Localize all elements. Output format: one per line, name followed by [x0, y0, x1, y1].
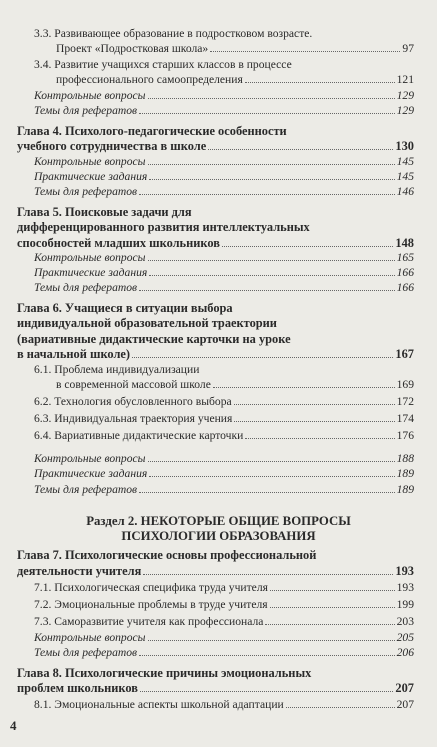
section-heading: Раздел 2. НЕКОТОРЫЕ ОБЩИЕ ВОПРОСЫ [86, 514, 351, 528]
chapter-entry [17, 681, 414, 695]
leader-dots [148, 164, 395, 165]
chapter-heading: Глава 8. Психологические причины эмоциональных [17, 666, 312, 680]
chapter-heading: индивидуальной образовательной траектории [17, 316, 277, 330]
toc-entry-title: Темы для рефератов [34, 646, 138, 659]
leader-dots [208, 149, 393, 150]
toc-entry-title: Контрольные вопросы [34, 631, 146, 644]
toc-page-number: 207 [396, 698, 414, 711]
chapter-heading: Глава 4. Психолого-педагогические особенности [17, 124, 287, 138]
toc-entry [34, 104, 414, 118]
leader-dots [148, 640, 395, 641]
toc-page-number: 172 [396, 395, 414, 408]
toc-page-number: 148 [395, 236, 414, 250]
toc-page-number: 206 [396, 646, 414, 659]
toc-page-number: 167 [395, 347, 414, 361]
toc-page-number: 203 [396, 615, 414, 628]
toc-entry-title: учебного сотрудничества в школе [17, 139, 207, 153]
leader-dots [286, 707, 395, 708]
leader-dots [139, 113, 395, 114]
toc-entry-title: Практические задания [34, 170, 148, 183]
leader-dots [245, 438, 394, 439]
leader-dots [143, 574, 393, 575]
leader-dots [265, 624, 394, 625]
leader-dots [234, 421, 394, 422]
toc-page-number: 146 [396, 185, 414, 198]
chapter-heading: дифференцированного развития интеллектуальных [17, 220, 310, 234]
toc-entry-title: проблем школьников [17, 681, 138, 695]
toc-entry [34, 631, 414, 645]
toc-entry-title: 6.4. Вариативные дидактические карточки [34, 429, 244, 442]
toc-page-number: 145 [396, 155, 414, 168]
toc-entry [56, 73, 414, 87]
leader-dots [148, 461, 395, 462]
chapter-entry [17, 236, 414, 250]
toc-entry-title: профессионального самоопределения [56, 73, 243, 86]
toc-entry-title: Контрольные вопросы [34, 452, 146, 465]
toc-entry [34, 483, 414, 497]
toc-page-number: 165 [396, 251, 414, 264]
toc-entry [34, 598, 414, 612]
leader-dots [149, 179, 394, 180]
toc-entry-title: 7.1. Психологическая специфика труда учителя [34, 581, 268, 594]
toc-entry-text: 3.3. Развивающее образование в подростковом возрасте. [34, 27, 313, 40]
toc-entry-text: 6.1. Проблема индивидуализации [34, 363, 200, 376]
leader-dots [139, 492, 395, 493]
toc-entry [34, 266, 414, 280]
leader-dots [148, 260, 395, 261]
toc-entry [34, 467, 414, 481]
leader-dots [270, 590, 395, 591]
toc-entry-title: способностей младших школьников [17, 236, 220, 250]
toc-page-number: 207 [395, 681, 414, 695]
leader-dots [132, 357, 393, 358]
leader-dots [234, 404, 395, 405]
toc-page-number: 176 [396, 429, 414, 442]
toc-entry-title: Темы для рефератов [34, 104, 138, 117]
toc-entry-title: Темы для рефератов [34, 281, 138, 294]
toc-page-number: 121 [396, 73, 414, 86]
toc-entry-title: 7.2. Эмоциональные проблемы в труде учителя [34, 598, 268, 611]
toc-entry-title: 8.1. Эмоциональные аспекты школьной адаптации [34, 698, 284, 711]
toc-entry-title: Контрольные вопросы [34, 155, 146, 168]
toc-page-number: 193 [395, 564, 414, 578]
leader-dots [149, 476, 394, 477]
toc-entry [34, 155, 414, 169]
leader-dots [140, 691, 394, 692]
leader-dots [270, 607, 395, 608]
section-heading: ПСИХОЛОГИИ ОБРАЗОВАНИЯ [121, 529, 316, 543]
toc-entry [34, 581, 414, 595]
leader-dots [139, 655, 395, 656]
toc-entry [34, 698, 414, 712]
toc-entry [34, 281, 414, 295]
leader-dots [222, 246, 393, 247]
chapter-heading: Глава 5. Поисковые задачи для [17, 205, 192, 219]
leader-dots [210, 51, 400, 52]
toc-page-number: 129 [396, 104, 414, 117]
toc-entry-title: в начальной школе) [17, 347, 131, 361]
toc-entry [34, 170, 414, 184]
toc-entry [34, 395, 414, 409]
toc-entry [34, 89, 414, 103]
leader-dots [213, 387, 395, 388]
toc-entry-text: 3.4. Развитие учащихся старших классов в процессе [34, 58, 292, 71]
toc-page-number: 205 [396, 631, 414, 644]
toc-entry [34, 412, 414, 426]
chapter-heading: Глава 7. Психологические основы профессиональной [17, 548, 317, 562]
toc-entry [34, 251, 414, 265]
toc-entry [34, 615, 414, 629]
chapter-heading: (вариативные дидактические карточки на уроке [17, 332, 291, 346]
toc-page-number: 97 [402, 42, 414, 55]
toc-entry-title: 6.2. Технология обусловленного выбора [34, 395, 232, 408]
toc-entry-title: Темы для рефератов [34, 483, 138, 496]
toc-page-number: 199 [396, 598, 414, 611]
toc-page-number: 166 [396, 281, 414, 294]
toc-entry [34, 452, 414, 466]
leader-dots [245, 82, 395, 83]
toc-entry [56, 42, 414, 56]
toc-entry-title: Практические задания [34, 467, 148, 480]
toc-entry [34, 429, 414, 443]
toc-entry-title: 6.3. Индивидуальная траектория учения [34, 412, 233, 425]
leader-dots [139, 290, 395, 291]
toc-entry-title: Контрольные вопросы [34, 251, 146, 264]
toc-page-number: 174 [396, 412, 414, 425]
chapter-entry [17, 564, 414, 578]
toc-entry-title: Контрольные вопросы [34, 89, 146, 102]
toc-page-number: 169 [396, 378, 414, 391]
toc-entry [56, 378, 414, 392]
toc-page-number: 129 [396, 89, 414, 102]
chapter-entry [17, 139, 414, 153]
toc-page-number: 193 [396, 581, 414, 594]
toc-entry-title: Темы для рефератов [34, 185, 138, 198]
toc-page-number: 189 [396, 467, 414, 480]
toc-page-number: 189 [396, 483, 414, 496]
toc-entry [34, 185, 414, 199]
page-number: 4 [10, 718, 17, 733]
leader-dots [148, 98, 395, 99]
toc-page-number: 188 [396, 452, 414, 465]
toc-page-number: 130 [395, 139, 414, 153]
toc-entry-title: в современной массовой школе [56, 378, 211, 391]
toc-entry-title: деятельности учителя [17, 564, 142, 578]
toc-page-number: 166 [396, 266, 414, 279]
chapter-entry [17, 347, 414, 361]
leader-dots [139, 194, 395, 195]
chapter-heading: Глава 6. Учащиеся в ситуации выбора [17, 301, 233, 315]
toc-entry [34, 646, 414, 660]
toc-page-number: 145 [396, 170, 414, 183]
toc-entry-title: 7.3. Саморазвитие учителя как профессионала [34, 615, 264, 628]
leader-dots [149, 275, 394, 276]
toc-entry-title: Практические задания [34, 266, 148, 279]
toc-entry-title: Проект «Подростковая школа» [56, 42, 209, 55]
